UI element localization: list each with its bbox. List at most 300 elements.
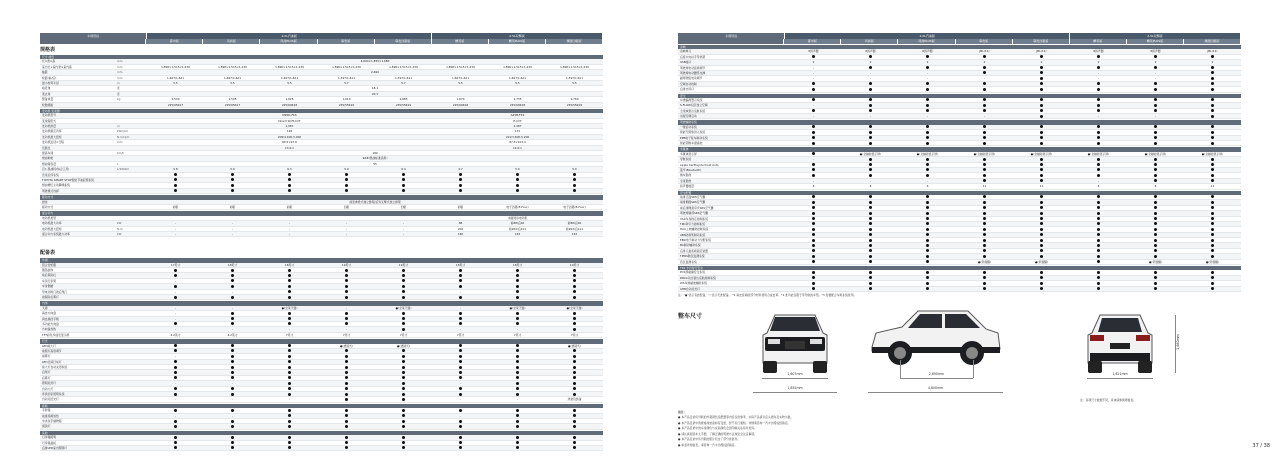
row-label: 伴我回家照明系统 xyxy=(42,392,65,397)
dot-cell xyxy=(1070,243,1127,247)
row-label: 电动机最大功率 xyxy=(42,221,62,226)
standard-dot-icon xyxy=(983,174,986,177)
standard-dot-icon xyxy=(812,195,815,198)
dot-cell xyxy=(899,211,956,215)
standard-dot-icon xyxy=(1211,217,1214,220)
standard-dot-icon xyxy=(869,244,872,247)
dot-cell xyxy=(956,233,1013,237)
row-unit xyxy=(117,173,147,177)
standard-dot-icon xyxy=(573,349,576,352)
dot-cell xyxy=(546,279,603,283)
dot-cell xyxy=(1070,157,1127,161)
row-label: 手套箱 xyxy=(42,408,51,413)
dot-cell xyxy=(842,141,899,145)
table-cell: 11 xyxy=(1210,184,1215,189)
table-cell: 电子四驱(E-Four) xyxy=(563,204,586,209)
table-row xyxy=(40,424,603,429)
table-cell: ●(透镜式) xyxy=(339,343,353,348)
standard-dot-icon xyxy=(402,414,405,417)
row-unit xyxy=(755,60,785,64)
dot-cell xyxy=(375,446,432,450)
standard-dot-icon xyxy=(1154,88,1157,91)
standard-dot-icon xyxy=(983,287,986,290)
dot-cell xyxy=(1013,254,1070,258)
dot-cell xyxy=(375,349,432,353)
table-cell: - xyxy=(459,397,461,402)
row-unit: L xyxy=(117,161,119,166)
table-cell: E-CVT xyxy=(513,118,522,123)
standard-dot-icon xyxy=(402,371,405,374)
standard-dot-icon xyxy=(516,322,519,325)
dot-cell xyxy=(956,270,1013,274)
row-label: TOYOTA SMART STOP智能节油起停系统 xyxy=(42,177,94,182)
section-header: 其他 xyxy=(40,431,603,435)
row-label: LED前大灯 xyxy=(42,343,56,348)
standard-dot-icon xyxy=(869,222,872,225)
row-label: 发动机额定功率 xyxy=(42,129,62,134)
header-trim-1: 风尚版 xyxy=(841,39,898,44)
dot-cell xyxy=(842,109,899,113)
dot-cell xyxy=(1013,287,1070,291)
standard-dot-icon xyxy=(869,255,872,258)
dot-cell xyxy=(489,295,546,299)
dot-cell xyxy=(899,87,956,91)
dot-cell xyxy=(1127,281,1184,285)
table-row xyxy=(678,114,1241,119)
standard-dot-icon xyxy=(1154,66,1157,69)
dot-cell xyxy=(147,408,204,412)
dot-cell xyxy=(204,435,261,439)
standard-dot-icon xyxy=(231,349,234,352)
standard-dot-icon xyxy=(231,173,234,176)
dot-cell xyxy=(546,311,603,315)
table-cell: - xyxy=(174,231,176,236)
dot-cell xyxy=(318,424,375,428)
standard-dot-icon xyxy=(402,322,405,325)
section-header: 安全 xyxy=(678,94,1241,98)
dot-cell xyxy=(1184,130,1241,134)
dot-cell xyxy=(785,82,842,86)
row-label: 轴距 xyxy=(42,70,48,75)
dot-cell xyxy=(956,168,1013,172)
standard-dot-icon xyxy=(983,131,986,134)
dot-cell xyxy=(785,98,842,102)
standard-dot-icon xyxy=(174,269,177,272)
equip-table-body xyxy=(40,258,603,451)
footnote-item: ● 本产品目录所刊载的外观颜色及配置等内容仅供参考，实际产品请以店头展车及实物为准。 xyxy=(678,415,794,419)
standard-dot-icon xyxy=(288,420,291,423)
standard-dot-icon xyxy=(812,88,815,91)
standard-dot-icon xyxy=(869,55,872,58)
standard-dot-icon xyxy=(1040,239,1043,242)
row-label: 智能无钥匙进入系统 xyxy=(680,130,706,135)
standard-dot-icon xyxy=(1097,260,1100,263)
dot-cell xyxy=(956,109,1013,113)
dot-cell xyxy=(1184,206,1241,210)
dot-cell xyxy=(899,238,956,242)
table-cell: 6 xyxy=(869,184,872,189)
row-unit xyxy=(755,130,785,134)
table-row xyxy=(40,103,603,108)
standard-dot-icon xyxy=(926,244,929,247)
standard-dot-icon xyxy=(812,136,815,139)
dot-cell xyxy=(318,183,375,187)
dot-cell xyxy=(546,435,603,439)
standard-dot-icon xyxy=(231,366,234,369)
standard-dot-icon xyxy=(1154,174,1157,177)
row-label: TRC牵引力控制系统 xyxy=(680,221,706,226)
standard-dot-icon xyxy=(1040,71,1043,74)
standard-dot-icon xyxy=(573,178,576,181)
standard-dot-icon xyxy=(573,184,576,187)
dot-cell xyxy=(147,189,204,193)
standard-dot-icon xyxy=(1211,66,1214,69)
dot-cell xyxy=(1184,179,1241,183)
standard-dot-icon xyxy=(345,425,348,428)
dot-cell xyxy=(1184,233,1241,237)
standard-dot-icon xyxy=(402,393,405,396)
dot-cell xyxy=(318,189,375,193)
dot-cell xyxy=(1127,163,1184,167)
dot-cell xyxy=(147,344,204,348)
dot-cell xyxy=(261,273,318,277)
standard-dot-icon xyxy=(573,312,576,315)
dot-cell xyxy=(1013,66,1070,70)
dot-cell xyxy=(842,66,899,70)
table-cell: - xyxy=(231,413,233,418)
dot-cell xyxy=(1127,173,1184,177)
dot-cell xyxy=(785,87,842,91)
dot-cell xyxy=(1184,200,1241,204)
dot-cell xyxy=(956,217,1013,221)
table-cell: 1,890×1,515×1,230 xyxy=(389,64,418,69)
table-cell xyxy=(147,216,432,220)
dot-cell xyxy=(204,344,261,348)
dot-cell xyxy=(489,173,546,177)
dimension-title: 整车尺寸 xyxy=(678,313,703,320)
standard-dot-icon xyxy=(402,409,405,412)
table-cell: - xyxy=(1097,76,1099,81)
dot-cell xyxy=(546,290,603,294)
standard-dot-icon xyxy=(174,420,177,423)
standard-dot-icon xyxy=(983,82,986,85)
dot-cell xyxy=(318,295,375,299)
section-header: 发动机·变速器 xyxy=(40,109,603,113)
standard-dot-icon xyxy=(1040,115,1043,118)
table-cell: 2 xyxy=(812,60,815,65)
row-unit xyxy=(755,200,785,204)
table-cell: 1,735 xyxy=(513,97,522,102)
dot-cell xyxy=(1127,222,1184,226)
row-unit: mm xyxy=(117,75,123,80)
standard-dot-icon xyxy=(1040,109,1043,112)
standard-dot-icon xyxy=(926,98,929,101)
standard-dot-icon xyxy=(345,398,348,401)
dot-cell xyxy=(546,360,603,364)
dot-cell xyxy=(546,317,603,321)
standard-dot-icon xyxy=(926,104,929,107)
dot-cell xyxy=(318,376,375,380)
standard-dot-icon xyxy=(174,322,177,325)
table-cell: 202 xyxy=(457,226,464,231)
standard-dot-icon xyxy=(1040,195,1043,198)
standard-dot-icon xyxy=(1211,82,1214,85)
standard-dot-icon xyxy=(231,441,234,444)
standard-dot-icon xyxy=(345,387,348,390)
table-row xyxy=(40,205,603,210)
dot-cell xyxy=(1013,157,1070,161)
standard-dot-icon xyxy=(402,376,405,379)
standard-dot-icon xyxy=(345,317,348,320)
standard-dot-icon xyxy=(573,269,576,272)
dot-cell xyxy=(956,249,1013,253)
standard-dot-icon xyxy=(459,184,462,187)
standard-dot-icon xyxy=(812,212,815,215)
standard-dot-icon xyxy=(345,274,348,277)
spec-table-body xyxy=(40,55,603,237)
standard-dot-icon xyxy=(402,425,405,428)
standard-dot-icon xyxy=(1154,222,1157,225)
standard-dot-icon xyxy=(573,376,576,379)
dot-cell xyxy=(1013,109,1070,113)
dot-cell xyxy=(318,178,375,182)
table-cell: 前88/后40 xyxy=(567,221,582,226)
dot-cell xyxy=(204,419,261,423)
standard-dot-icon xyxy=(812,276,815,279)
dot-cell xyxy=(546,268,603,272)
standard-dot-icon xyxy=(983,217,986,220)
standard-dot-icon xyxy=(1154,82,1157,85)
page-number: 37 / 38 xyxy=(1252,443,1270,449)
dot-cell xyxy=(1070,270,1127,274)
dot-cell xyxy=(204,349,261,353)
height-label: 1,680mm xyxy=(1176,334,1180,350)
standard-dot-icon xyxy=(174,184,177,187)
standard-dot-icon xyxy=(1154,217,1157,220)
row-label: 导航系统 xyxy=(680,157,692,162)
dot-cell xyxy=(899,98,956,102)
standard-dot-icon xyxy=(459,409,462,412)
standard-dot-icon xyxy=(926,255,929,258)
standard-dot-icon xyxy=(402,279,405,282)
dot-cell xyxy=(785,222,842,226)
row-unit: N·m xyxy=(117,226,123,231)
row-label: 智能钥匙车窗遥控 xyxy=(680,141,703,146)
standard-dot-icon xyxy=(1211,104,1214,107)
standard-dot-icon xyxy=(1097,82,1100,85)
row-unit xyxy=(755,217,785,221)
dot-cell xyxy=(546,376,603,380)
row-label: 后排LED室内照明灯 xyxy=(42,445,68,450)
table-cell: 永磁同步电动机 xyxy=(507,215,528,220)
row-unit xyxy=(117,119,147,123)
dot-cell xyxy=(489,268,546,272)
row-unit xyxy=(117,414,147,418)
standard-dot-icon xyxy=(402,296,405,299)
row-unit xyxy=(755,211,785,215)
standard-dot-icon xyxy=(1211,179,1214,182)
standard-dot-icon xyxy=(288,387,291,390)
dot-cell xyxy=(1013,206,1070,210)
wheelbase-line xyxy=(900,378,973,379)
row-unit xyxy=(755,87,785,91)
table-cell: 1,625 xyxy=(285,97,294,102)
standard-dot-icon xyxy=(869,206,872,209)
dot-cell xyxy=(1070,141,1127,145)
dot-cell xyxy=(489,441,546,445)
header-trim-6: 精英PLUS版 xyxy=(489,39,546,44)
standard-dot-icon xyxy=(288,189,291,192)
dot-cell xyxy=(432,435,489,439)
dot-cell xyxy=(489,273,546,277)
standard-dot-icon xyxy=(459,436,462,439)
table-row xyxy=(40,397,603,402)
row-unit xyxy=(755,82,785,86)
standard-dot-icon xyxy=(1097,228,1100,231)
dot-cell xyxy=(1127,130,1184,134)
table-cell: 4,600×1,855×1,680 xyxy=(360,59,390,64)
table-row xyxy=(678,184,1241,189)
table-cell: M20D-FKS xyxy=(282,113,297,118)
standard-dot-icon xyxy=(812,174,815,177)
table-cell: 7英寸 xyxy=(570,332,579,337)
table-row xyxy=(40,189,603,194)
dot-cell xyxy=(204,173,261,177)
standard-dot-icon xyxy=(402,290,405,293)
dot-cell xyxy=(261,279,318,283)
dot-cell xyxy=(546,370,603,374)
dot-cell xyxy=(432,273,489,277)
dot-cell xyxy=(899,109,956,113)
dot-cell xyxy=(1127,55,1184,59)
row-label: 扬声器数量 xyxy=(680,184,694,189)
dot-cell xyxy=(147,173,204,177)
dot-cell xyxy=(1070,281,1127,285)
dot-cell xyxy=(899,260,956,264)
dot-cell xyxy=(842,163,899,167)
standard-dot-icon xyxy=(812,152,815,155)
dot-cell xyxy=(375,365,432,369)
row-label: 前大灯自动关闭系统 xyxy=(42,365,68,370)
table-cell: JBL(11) xyxy=(1036,49,1047,54)
section-header: 驾驶辅助系统 xyxy=(678,120,1241,124)
row-label: 发动机排量 xyxy=(42,124,56,129)
dot-cell xyxy=(261,178,318,182)
table-cell: 225/60R18 xyxy=(509,102,526,107)
standard-dot-icon xyxy=(459,371,462,374)
standard-dot-icon xyxy=(1040,88,1043,91)
standard-dot-icon xyxy=(402,178,405,181)
table-cell: 5.8 xyxy=(173,167,178,172)
row-label: 全景影像 xyxy=(680,178,692,183)
standard-dot-icon xyxy=(516,441,519,444)
standard-dot-icon xyxy=(1211,244,1214,247)
dot-cell xyxy=(204,322,261,326)
dot-cell xyxy=(1184,98,1241,102)
standard-dot-icon xyxy=(983,201,986,204)
dot-cell xyxy=(1184,114,1241,118)
standard-dot-icon xyxy=(983,168,986,171)
standard-dot-icon xyxy=(1040,174,1043,177)
dot-cell xyxy=(956,130,1013,134)
table-row xyxy=(40,446,603,451)
standard-dot-icon xyxy=(573,279,576,282)
dot-cell xyxy=(1127,233,1184,237)
row-label: 副驾驶座电动调节 xyxy=(680,76,703,81)
dot-cell xyxy=(546,381,603,385)
row-label: 天窗 xyxy=(42,305,48,310)
table-cell: 6扬声器 xyxy=(1093,49,1104,54)
row-label: 带电动尾门的后尾门 xyxy=(42,289,68,294)
table-cell: 13.0:1 xyxy=(285,145,294,150)
standard-dot-icon xyxy=(983,104,986,107)
table-cell: 221/3,600-5,200 xyxy=(505,134,530,139)
table-cell: - xyxy=(174,305,176,310)
dot-cell xyxy=(1013,179,1070,183)
dot-cell xyxy=(147,284,204,288)
table-cell: 1,607/1,621 xyxy=(167,75,184,80)
table-cell: 电子四驱(E-Four) xyxy=(506,204,529,209)
row-unit xyxy=(755,238,785,242)
row-label: 后排儿童座椅固定装置 xyxy=(680,248,708,253)
standard-dot-icon xyxy=(983,222,986,225)
standard-dot-icon xyxy=(1097,276,1100,279)
standard-dot-icon xyxy=(1154,136,1157,139)
standard-dot-icon xyxy=(1211,222,1214,225)
row-unit: cc xyxy=(117,124,121,129)
row-label: 车道偏离警示系统 xyxy=(680,97,703,102)
standard-dot-icon xyxy=(288,344,291,347)
table-cell: - xyxy=(288,221,290,226)
standard-dot-icon xyxy=(459,269,462,272)
standard-dot-icon xyxy=(869,233,872,236)
dot-cell xyxy=(375,419,432,423)
dot-cell xyxy=(785,211,842,215)
dot-cell xyxy=(1070,195,1127,199)
dot-cell xyxy=(1184,157,1241,161)
standard-dot-icon xyxy=(1154,131,1157,134)
standard-dot-icon xyxy=(1040,201,1043,204)
row-unit xyxy=(755,276,785,280)
standard-dot-icon xyxy=(1097,174,1100,177)
table-cell: 5.0 xyxy=(572,167,577,172)
standard-dot-icon xyxy=(402,349,405,352)
dot-cell xyxy=(1184,82,1241,86)
dot-cell xyxy=(375,376,432,380)
table-cell: - xyxy=(1154,70,1156,75)
table-cell: ●(透镜式) xyxy=(567,343,581,348)
standard-dot-icon xyxy=(345,409,348,412)
dot-cell xyxy=(1013,211,1070,215)
standard-dot-icon xyxy=(459,189,462,192)
table-cell: ●(全触控显示屏) xyxy=(973,151,996,156)
dot-cell xyxy=(956,98,1013,102)
header-first-col: 车辆规格 xyxy=(40,33,147,39)
row-unit xyxy=(117,327,147,331)
dot-cell xyxy=(1184,125,1241,129)
dot-cell xyxy=(899,287,956,291)
standard-dot-icon xyxy=(812,109,815,112)
dot-cell xyxy=(489,189,546,193)
dot-cell xyxy=(432,365,489,369)
dot-cell xyxy=(1184,217,1241,221)
footnote-item: ● 请认真阅读车主手册，了解正确的驾驶方法和安全注意事项。 xyxy=(678,431,757,436)
dot-cell xyxy=(375,327,432,331)
row-label: 方向盘加热 xyxy=(42,327,56,332)
standard-dot-icon xyxy=(402,387,405,390)
standard-dot-icon xyxy=(869,104,872,107)
standard-dot-icon xyxy=(812,142,815,145)
